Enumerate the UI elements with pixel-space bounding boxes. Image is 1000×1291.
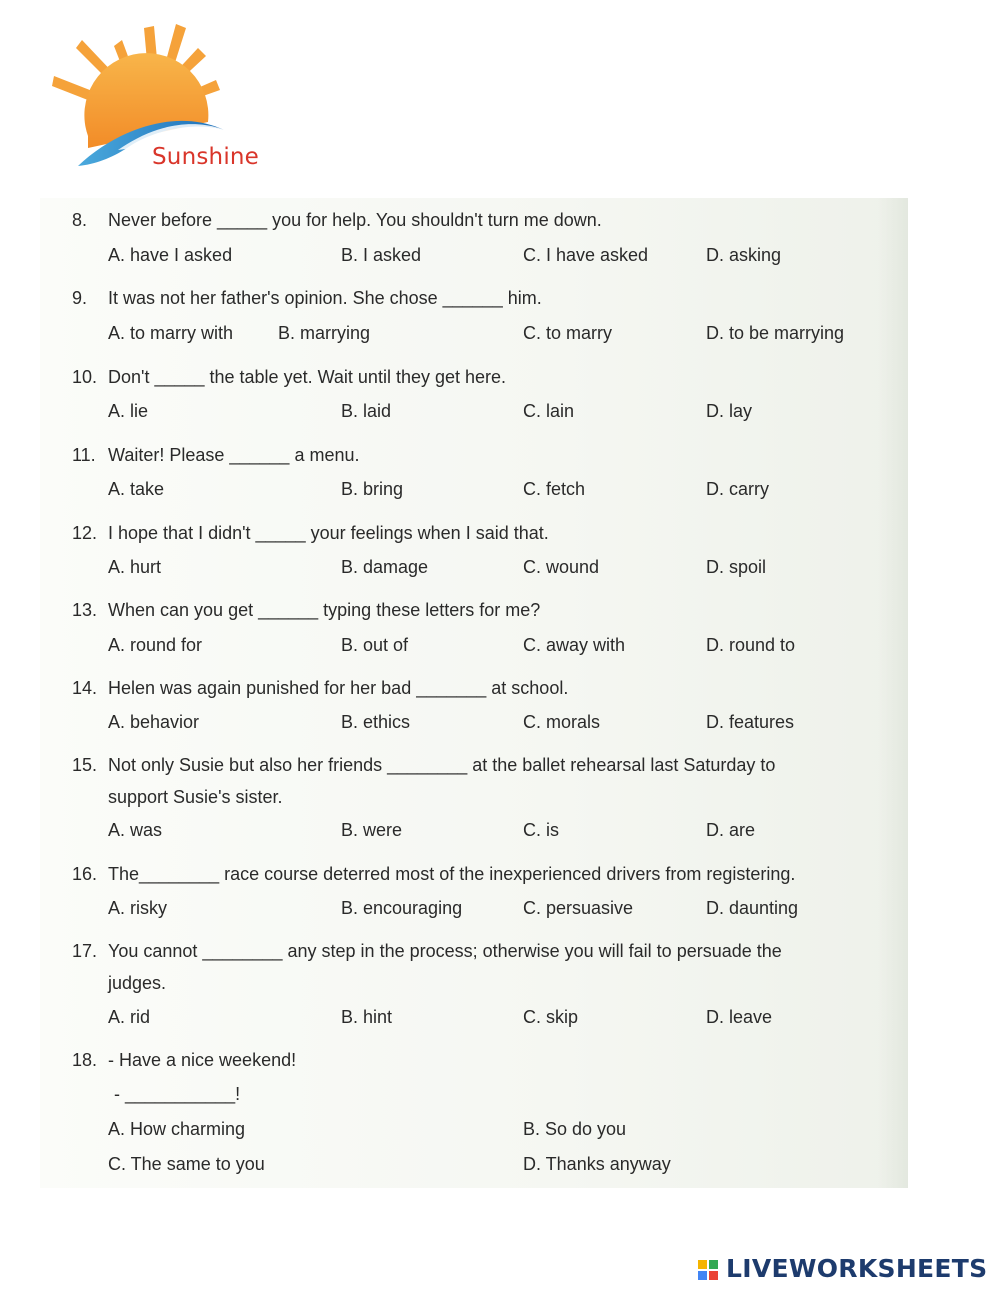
question-number: 11. — [72, 445, 96, 465]
option-a[interactable]: A. round for — [108, 635, 203, 655]
option-a[interactable]: A. behavior — [108, 712, 200, 732]
option-a[interactable]: A. take — [108, 479, 165, 499]
question-text: The________ race course deterred most of the inexperienced drivers from registering. — [108, 864, 796, 884]
option-c[interactable]: C. The same to you — [108, 1154, 265, 1174]
logo-text: Sunshine — [152, 144, 260, 170]
option-b[interactable]: B. marrying — [278, 323, 371, 343]
option-c[interactable]: C. persuasive — [523, 898, 634, 918]
option-c[interactable]: C. morals — [523, 712, 601, 732]
option-d[interactable]: D. spoil — [706, 557, 767, 577]
question-text: Waiter! Please ______ a menu. — [108, 445, 360, 465]
option-c[interactable]: C. skip — [523, 1007, 579, 1027]
question-number: 12. — [72, 523, 98, 543]
option-b[interactable]: B. hint — [341, 1007, 393, 1027]
option-b[interactable]: B. So do you — [523, 1119, 627, 1139]
question-number: 18. — [72, 1050, 98, 1070]
option-d[interactable]: D. carry — [706, 479, 769, 499]
question-number: 15. — [72, 755, 98, 775]
option-d[interactable]: D. daunting — [706, 898, 799, 918]
option-d[interactable]: D. are — [706, 820, 756, 840]
question-text: I hope that I didn't _____ your feelings when I said that. — [108, 523, 549, 543]
option-c[interactable]: C. to marry — [523, 323, 613, 343]
question-text: It was not her father's opinion. She chose ______ him. — [108, 288, 542, 308]
question-number: 8. — [72, 210, 88, 230]
question-text: - Have a nice weekend! — [108, 1050, 297, 1070]
question-number: 13. — [72, 600, 98, 620]
footer-brand-text: LIVEWORKSHEETS — [726, 1254, 988, 1283]
option-c[interactable]: C. is — [523, 820, 559, 840]
option-d[interactable]: D. round to — [706, 635, 796, 655]
question-text: Don't _____ the table yet. Wait until they get here. — [108, 367, 507, 387]
option-d[interactable]: D. to be marrying — [706, 323, 845, 343]
question-text: You cannot ________ any step in the process; otherwise you will fail to persuade the — [108, 941, 782, 961]
option-a[interactable]: A. hurt — [108, 557, 162, 577]
option-b[interactable]: B. out of — [341, 635, 409, 655]
option-c[interactable]: C. lain — [523, 401, 575, 421]
option-d[interactable]: D. Thanks anyway — [523, 1154, 671, 1174]
option-a[interactable]: A. How charming — [108, 1119, 246, 1139]
option-a[interactable]: A. lie — [108, 401, 149, 421]
option-a[interactable]: A. was — [108, 820, 163, 840]
question-text: Not only Susie but also her friends ________ at the ballet rehearsal last Saturday to — [108, 755, 776, 775]
question-number: 14. — [72, 678, 98, 698]
question-text-continued: judges. — [108, 973, 167, 993]
option-c[interactable]: C. fetch — [523, 479, 586, 499]
question-text: Helen was again punished for her bad _______ at school. — [108, 678, 569, 698]
option-c[interactable]: C. I have asked — [523, 245, 649, 265]
question-number: 16. — [72, 864, 98, 884]
question-text: Never before _____ you for help. You shouldn't turn me down. — [108, 210, 602, 230]
question-number: 17. — [72, 941, 98, 961]
question-text-continued: - ___________! — [114, 1084, 241, 1104]
option-b[interactable]: B. bring — [341, 479, 404, 499]
option-b[interactable]: B. encouraging — [341, 898, 463, 918]
option-c[interactable]: C. wound — [523, 557, 600, 577]
option-d[interactable]: D. features — [706, 712, 795, 732]
option-d[interactable]: D. lay — [706, 401, 753, 421]
option-c[interactable]: C. away with — [523, 635, 626, 655]
option-a[interactable]: A. risky — [108, 898, 168, 918]
question-text: When can you get ______ typing these letters for me? — [108, 600, 541, 620]
option-a[interactable]: A. have I asked — [108, 245, 233, 265]
option-b[interactable]: B. damage — [341, 557, 429, 577]
question-number: 10. — [72, 367, 98, 387]
option-d[interactable]: D. leave — [706, 1007, 773, 1027]
option-b[interactable]: B. ethics — [341, 712, 411, 732]
option-b[interactable]: B. laid — [341, 401, 392, 421]
question-number: 9. — [72, 288, 88, 308]
option-a[interactable]: A. rid — [108, 1007, 151, 1027]
option-d[interactable]: D. asking — [706, 245, 782, 265]
option-a[interactable]: A. to marry with — [108, 323, 234, 343]
option-b[interactable]: B. were — [341, 820, 403, 840]
question-text-continued: support Susie's sister. — [108, 787, 283, 807]
option-b[interactable]: B. I asked — [341, 245, 422, 265]
